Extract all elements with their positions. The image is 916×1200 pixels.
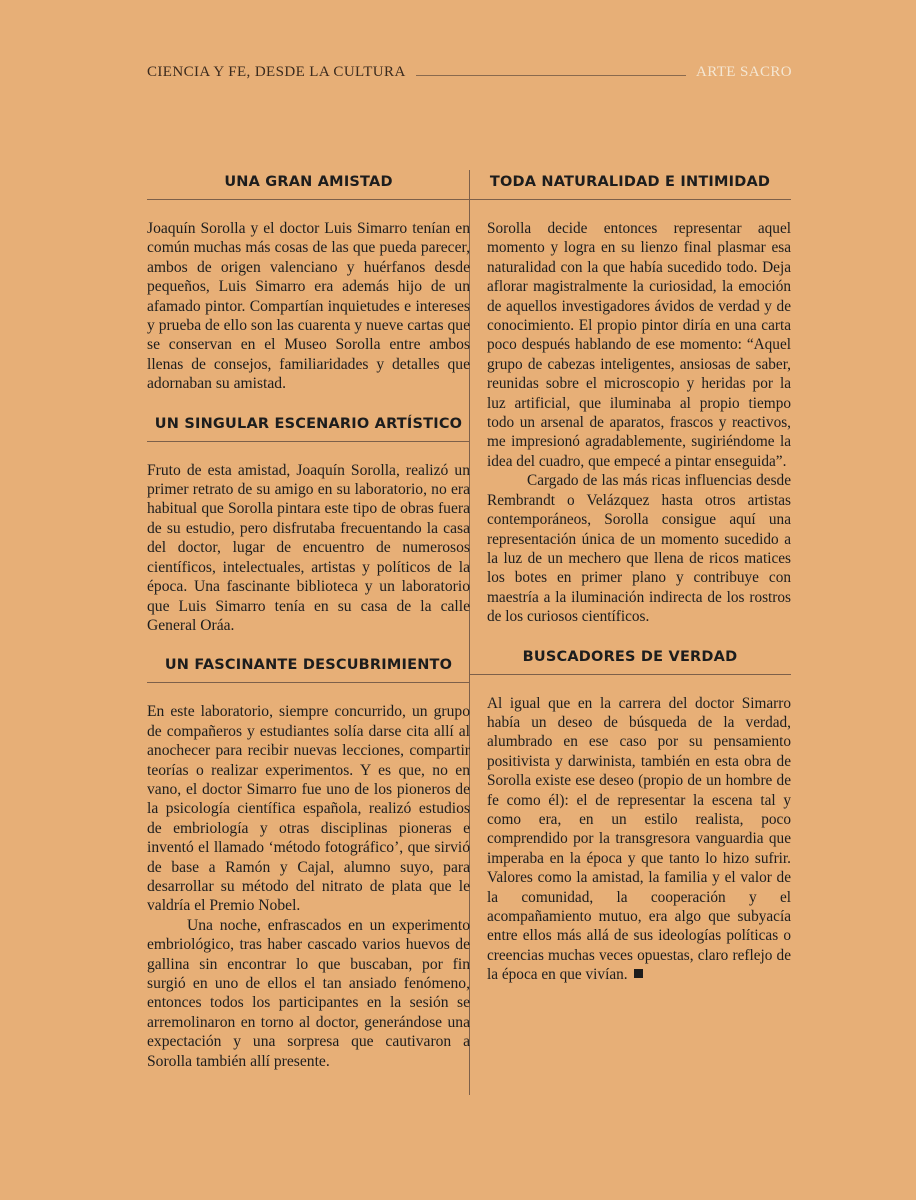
section-title-buscadores-verdad: BUSCADORES DE VERDAD — [469, 645, 791, 675]
page-header — [147, 62, 792, 82]
section-title-fascinante-descubrimiento: UN FASCINANTE DESCUBRIMIENTO — [147, 653, 470, 683]
paragraph: Fruto de esta amistad, Joaquín Sorolla, realizó un primer retrato de su amigo en su laboratorio, no era habitual que Sorolla pintara este tipo de obras fuera de su estudio, pero disfrutaba frecuentando la casa del doctor, lugar de encuentro de numerosos científicos, intelectuales, artistas y políticos de la época. Una fascinante biblioteca y un laboratorio que Luis Simarro tenía en su casa de la calle General Oráa. — [147, 461, 470, 634]
header-section-label: CIENCIA Y FE, DESDE LA CULTURA — [147, 63, 406, 80]
paragraph-text: Al igual que en la carrera del doctor Simarro había un deseo de búsqueda de la verdad, alumbrado en ese caso por su pensamiento positivista y darwinista, también en esta obra de Sorolla existe ese deseo (propio de un hombre de fe como él): el de representar la escena tal y como era, en un estilo realista, poco comprendido por la transgresora vanguardia que imperaba en la época y que tanto lo hizo sufrir. Valores como la amistad, la familia y el valor de la comunidad, la cooperación y el acompañamiento mutuo, era algo que subyacía entre ellos más allá de sus ideologías políticas o creencias muchas veces opuestas, claro reflejo de la época en que vivían. — [487, 694, 791, 984]
header-category-label: ARTE SACRO — [695, 63, 792, 80]
header-rule — [416, 75, 686, 76]
section-title-naturalidad-intimidad: TODA NATURALIDAD E INTIMIDAD — [469, 170, 791, 200]
paragraph: En este laboratorio, siempre concurrido, un grupo de compañeros y estudiantes solía darse cita allí al anochecer para recibir nuevas lecciones, compartir teorías o realizar experimentos. Y es que, no en vano, el doctor Simarro fue uno de los pioneros de la psicología científica española, realizó estudios de embriología y otras disciplinas pioneras e inventó el llamado ‘método fotográfico’, que sirvió de base a Ramón y Cajal, alumno suyo, para desarrollar su método del nitrato de plata que le valdría el Premio Nobel. — [147, 703, 470, 915]
paragraph: Cargado de las más ricas influencias desde Rembrandt o Velázquez hasta otros artistas contemporáneos, Sorolla consigue aquí una representación única de un momento sucedido a la luz de un mechero que llena de ricos matices los botes en primer plano y contribuye con maestría a la iluminación indirecta de los rostros de los curiosos científicos. — [487, 472, 791, 626]
end-of-article-mark — [634, 969, 643, 978]
paragraph: Joaquín Sorolla y el doctor Luis Simarro tenían en común muchas más cosas de las que pueda parecer, ambos de origen valenciano y huérfanos desde pequeños, Luis Simarro era además hijo de un afamado pintor. Compartían inquietudes e intereses y prueba de ello son las cuarenta y nueve cartas que se conservan en el Museo Sorolla entre ambos llenas de consejos, familiaridades y detalles que adornaban su amistad. — [147, 220, 470, 393]
left-column — [147, 170, 470, 1071]
right-column — [487, 170, 791, 985]
section-title-gran-amistad: UNA GRAN AMISTAD — [147, 170, 470, 200]
closing-paragraph — [487, 694, 791, 985]
paragraph: Una noche, enfrascados en un experimento embriológico, tras haber cascado varios huevos de gallina sin encontrar lo que buscaban, por fin surgió en uno de ellos el tan ansiado fenómeno, entonces todos los participantes en la sesión se arremolinaron en torno al doctor, generándose una expectación y una sorpresa que cautivaron a Sorolla también allí presente. — [147, 916, 470, 1070]
section-title-escenario-artistico: UN SINGULAR ESCENARIO ARTÍSTICO — [147, 412, 470, 442]
paragraph: Sorolla decide entonces representar aquel momento y logra en su lienzo final plasmar esa naturalidad con la que había sucedido todo. Deja aflorar magistralmente la curiosidad, la emoción de aquellos investigadores ávidos de verdad y de conocimiento. El propio pintor diría en una carta poco después hablando de ese momento: “Aquel grupo de cabezas inteligentes, ansiosas de saber, reunidas sobre el microscopio y heridas por la luz artificial, que iluminaba al propio tiempo todo un arsenal de aparatos, frascos y reactivos, me impresionó agradablemente, sugiriéndome la idea del cuadro, que empecé a pintar enseguida”. — [487, 220, 791, 470]
